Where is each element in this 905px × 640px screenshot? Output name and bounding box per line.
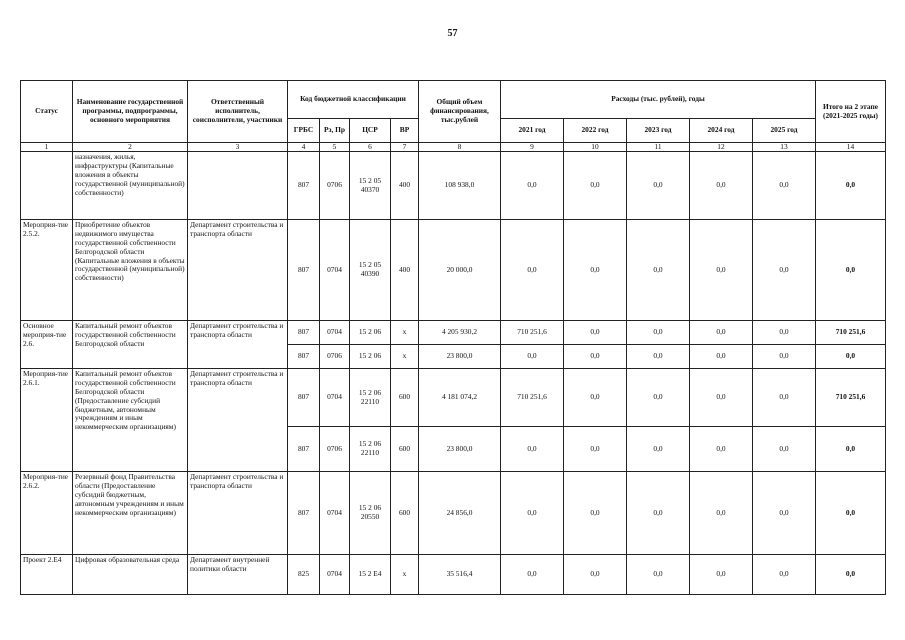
responsible-cell: Департамент строительства и транспорта области bbox=[188, 369, 288, 472]
column-number-row bbox=[21, 143, 886, 152]
grbs-cell: 807 bbox=[288, 220, 320, 321]
year-2025-cell: 0,0 bbox=[753, 220, 816, 321]
rz-pr-cell: 0706 bbox=[320, 427, 350, 472]
grbs-cell: 825 bbox=[288, 555, 320, 595]
csr-cell: 15 2 05 40390 bbox=[350, 220, 391, 321]
vr-cell: 400 bbox=[391, 220, 419, 321]
rz-pr-cell: 0704 bbox=[320, 220, 350, 321]
header-year-2021: 2021 год bbox=[501, 119, 564, 143]
vr-cell: 600 bbox=[391, 472, 419, 555]
header-year-2023: 2023 год bbox=[627, 119, 690, 143]
grbs-cell: 807 bbox=[288, 472, 320, 555]
year-2025-cell: 0,0 bbox=[753, 472, 816, 555]
name-cell: Резервный фонд Правительства области (Предоставление субсидий бюджетным, автономным учреждениям и иным некоммерческим организациям) bbox=[73, 472, 188, 555]
year-2024-cell: 0,0 bbox=[690, 555, 753, 595]
year-2025-cell: 0,0 bbox=[753, 369, 816, 427]
csr-cell: 15 2 06 22110 bbox=[350, 369, 391, 427]
stage-total-cell: 0,0 bbox=[816, 152, 886, 220]
header-total-funding: Общий объем финансирования, тыс.рублей bbox=[419, 81, 501, 143]
name-cell: Капитальный ремонт объектов государственной собственности Белгородской области (Предоставление субсидий бюджетным, автономным учреждениям и иным некоммерческим организациям) bbox=[73, 369, 188, 472]
year-2022-cell: 0,0 bbox=[564, 345, 627, 369]
csr-cell: 15 2 06 bbox=[350, 345, 391, 369]
status-cell: Проект 2.Е4 bbox=[21, 555, 73, 595]
table-row bbox=[21, 369, 886, 427]
rz-pr-cell: 0704 bbox=[320, 555, 350, 595]
name-cell: Цифровая образовательная среда bbox=[73, 555, 188, 595]
year-2025-cell: 0,0 bbox=[753, 555, 816, 595]
total-funding-cell: 4 181 074,2 bbox=[419, 369, 501, 427]
header-status: Статус bbox=[21, 81, 73, 143]
year-2022-cell: 0,0 bbox=[564, 321, 627, 345]
column-number: 13 bbox=[753, 143, 816, 152]
year-2022-cell: 0,0 bbox=[564, 369, 627, 427]
year-2022-cell: 0,0 bbox=[564, 472, 627, 555]
year-2021-cell: 0,0 bbox=[501, 472, 564, 555]
header-rz-pr: Рз, Пр bbox=[320, 119, 350, 143]
rz-pr-cell: 0704 bbox=[320, 321, 350, 345]
budget-table bbox=[20, 80, 886, 595]
column-number: 1 bbox=[21, 143, 73, 152]
year-2022-cell: 0,0 bbox=[564, 427, 627, 472]
year-2022-cell: 0,0 bbox=[564, 152, 627, 220]
year-2021-cell: 0,0 bbox=[501, 152, 564, 220]
stage-total-cell: 0,0 bbox=[816, 472, 886, 555]
header-budget-code: Код бюджетной классификации bbox=[288, 81, 419, 119]
status-cell: Мероприя-тие 2.5.2. bbox=[21, 220, 73, 321]
year-2025-cell: 0,0 bbox=[753, 345, 816, 369]
column-number: 6 bbox=[350, 143, 391, 152]
column-number: 8 bbox=[419, 143, 501, 152]
total-funding-cell: 23 800,0 bbox=[419, 427, 501, 472]
total-funding-cell: 4 205 930,2 bbox=[419, 321, 501, 345]
year-2024-cell: 0,0 bbox=[690, 220, 753, 321]
grbs-cell: 807 bbox=[288, 152, 320, 220]
year-2022-cell: 0,0 bbox=[564, 220, 627, 321]
year-2023-cell: 0,0 bbox=[627, 427, 690, 472]
csr-cell: 15 2 06 bbox=[350, 321, 391, 345]
year-2021-cell: 710 251,6 bbox=[501, 321, 564, 345]
rz-pr-cell: 0706 bbox=[320, 152, 350, 220]
total-funding-cell: 24 856,0 bbox=[419, 472, 501, 555]
vr-cell: х bbox=[391, 555, 419, 595]
vr-cell: х bbox=[391, 345, 419, 369]
year-2021-cell: 0,0 bbox=[501, 220, 564, 321]
stage-total-cell: 0,0 bbox=[816, 220, 886, 321]
csr-cell: 15 2 Е4 bbox=[350, 555, 391, 595]
page-number: 57 bbox=[447, 28, 458, 39]
stage-total-cell: 710 251,6 bbox=[816, 369, 886, 427]
total-funding-cell: 35 516,4 bbox=[419, 555, 501, 595]
year-2025-cell: 0,0 bbox=[753, 427, 816, 472]
year-2024-cell: 0,0 bbox=[690, 472, 753, 555]
header-year-2024: 2024 год bbox=[690, 119, 753, 143]
year-2024-cell: 0,0 bbox=[690, 345, 753, 369]
year-2023-cell: 0,0 bbox=[627, 321, 690, 345]
vr-cell: 400 bbox=[391, 152, 419, 220]
header-name: Наименование государственной программы, подпрограммы, основного мероприятия bbox=[73, 81, 188, 143]
name-cell: Приобретение объектов недвижимого имущества государственной собственности Белгородской области (Капитальные вложения в объекты государственной (муниципальной) собственности) bbox=[73, 220, 188, 321]
year-2021-cell: 0,0 bbox=[501, 345, 564, 369]
responsible-cell: Департамент строительства и транспорта области bbox=[188, 220, 288, 321]
column-number: 7 bbox=[391, 143, 419, 152]
header-year-2022: 2022 год bbox=[564, 119, 627, 143]
responsible-cell: Департамент строительства и транспорта области bbox=[188, 472, 288, 555]
column-number: 5 bbox=[320, 143, 350, 152]
year-2023-cell: 0,0 bbox=[627, 345, 690, 369]
column-number: 11 bbox=[627, 143, 690, 152]
responsible-cell: Департамент внутренней политики области bbox=[188, 555, 288, 595]
header-year-2025: 2025 год bbox=[753, 119, 816, 143]
status-cell: Мероприя-тие 2.6.1. bbox=[21, 369, 73, 472]
csr-cell: 15 2 06 20550 bbox=[350, 472, 391, 555]
vr-cell: 600 bbox=[391, 427, 419, 472]
grbs-cell: 807 bbox=[288, 427, 320, 472]
year-2022-cell: 0,0 bbox=[564, 555, 627, 595]
table-row bbox=[21, 321, 886, 345]
year-2023-cell: 0,0 bbox=[627, 220, 690, 321]
stage-total-cell: 710 251,6 bbox=[816, 321, 886, 345]
total-funding-cell: 23 800,0 bbox=[419, 345, 501, 369]
year-2024-cell: 0,0 bbox=[690, 369, 753, 427]
vr-cell: 600 bbox=[391, 369, 419, 427]
table-body bbox=[21, 152, 886, 595]
status-cell: Основное мероприя-тие 2.6. bbox=[21, 321, 73, 369]
name-cell: Капитальный ремонт объектов государственной собственности Белгородской области bbox=[73, 321, 188, 369]
rz-pr-cell: 0706 bbox=[320, 345, 350, 369]
year-2021-cell: 0,0 bbox=[501, 427, 564, 472]
header-vr: ВР bbox=[391, 119, 419, 143]
responsible-cell: Департамент строительства и транспорта области bbox=[188, 321, 288, 369]
grbs-cell: 807 bbox=[288, 369, 320, 427]
stage-total-cell: 0,0 bbox=[816, 555, 886, 595]
column-number: 2 bbox=[73, 143, 188, 152]
year-2024-cell: 0,0 bbox=[690, 427, 753, 472]
status-cell bbox=[21, 152, 73, 220]
column-number: 10 bbox=[564, 143, 627, 152]
csr-cell: 15 2 05 40370 bbox=[350, 152, 391, 220]
header-grbs: ГРБС bbox=[288, 119, 320, 143]
header-responsible: Ответственный исполнитель, соисполнители, участники bbox=[188, 81, 288, 143]
rz-pr-cell: 0704 bbox=[320, 472, 350, 555]
header-stage-total: Итого на 2 этапе (2021-2025 годы) bbox=[816, 81, 886, 143]
stage-total-cell: 0,0 bbox=[816, 427, 886, 472]
year-2023-cell: 0,0 bbox=[627, 369, 690, 427]
status-cell: Мероприя-тие 2.6.2. bbox=[21, 472, 73, 555]
header-expenses: Расходы (тыс. рублей), годы bbox=[501, 81, 816, 119]
column-number: 12 bbox=[690, 143, 753, 152]
column-number: 3 bbox=[188, 143, 288, 152]
table-row bbox=[21, 555, 886, 595]
table-row bbox=[21, 472, 886, 555]
grbs-cell: 807 bbox=[288, 321, 320, 345]
vr-cell: х bbox=[391, 321, 419, 345]
table-row bbox=[21, 220, 886, 321]
csr-cell: 15 2 06 22110 bbox=[350, 427, 391, 472]
year-2021-cell: 710 251,6 bbox=[501, 369, 564, 427]
total-funding-cell: 20 000,0 bbox=[419, 220, 501, 321]
table-row bbox=[21, 152, 886, 220]
year-2023-cell: 0,0 bbox=[627, 555, 690, 595]
responsible-cell bbox=[188, 152, 288, 220]
year-2025-cell: 0,0 bbox=[753, 152, 816, 220]
column-number: 14 bbox=[816, 143, 886, 152]
year-2024-cell: 0,0 bbox=[690, 321, 753, 345]
rz-pr-cell: 0704 bbox=[320, 369, 350, 427]
stage-total-cell: 0,0 bbox=[816, 345, 886, 369]
year-2023-cell: 0,0 bbox=[627, 472, 690, 555]
grbs-cell: 807 bbox=[288, 345, 320, 369]
year-2025-cell: 0,0 bbox=[753, 321, 816, 345]
year-2023-cell: 0,0 bbox=[627, 152, 690, 220]
year-2024-cell: 0,0 bbox=[690, 152, 753, 220]
total-funding-cell: 108 938,0 bbox=[419, 152, 501, 220]
year-2021-cell: 0,0 bbox=[501, 555, 564, 595]
column-number: 4 bbox=[288, 143, 320, 152]
header-csr: ЦСР bbox=[350, 119, 391, 143]
name-cell: назначения, жилья, инфраструктуры (Капитальные вложения в объекты государственной (муниципальной) собственности) bbox=[73, 152, 188, 220]
column-number: 9 bbox=[501, 143, 564, 152]
